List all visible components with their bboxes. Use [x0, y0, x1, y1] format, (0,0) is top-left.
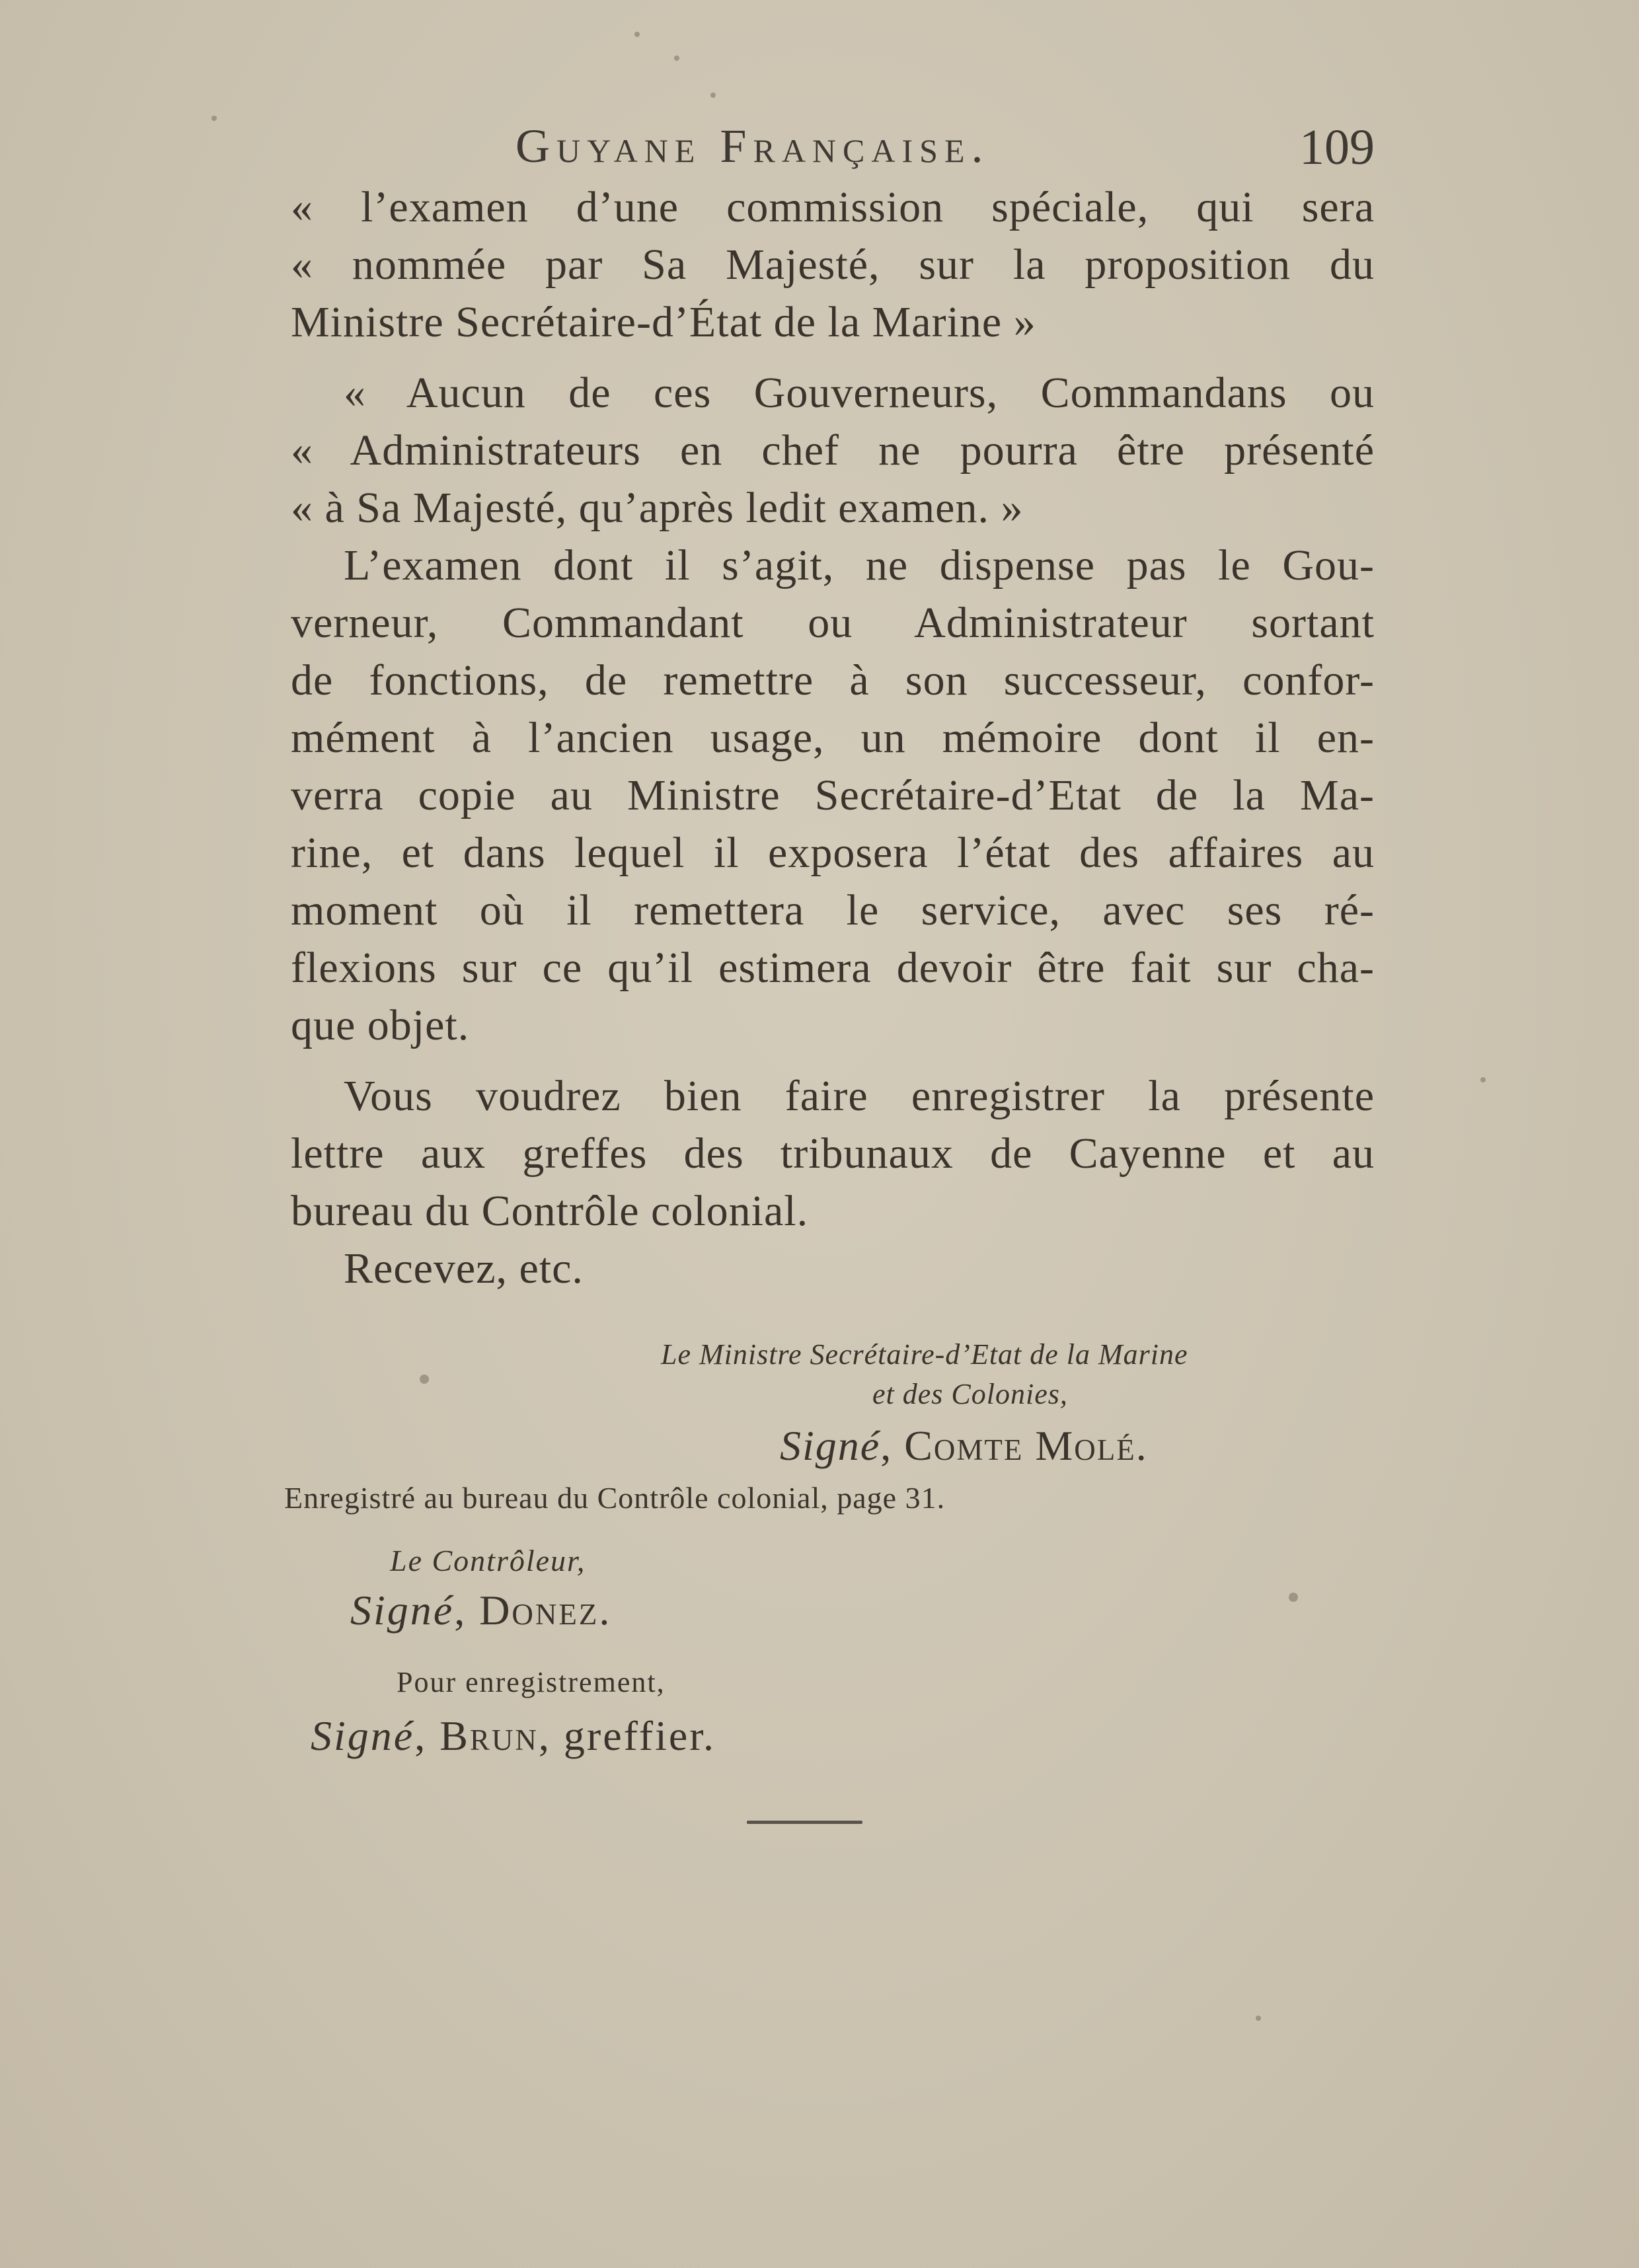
page-number: 109: [1299, 120, 1375, 175]
paper-speck: [1289, 1593, 1298, 1602]
paper-speck: [710, 93, 716, 98]
paper-speck: [1256, 2016, 1261, 2021]
signed-label: Signé: [780, 1422, 881, 1469]
text-line: « à Sa Majesté, qu’après ledit examen. »: [291, 484, 1024, 532]
text-line: verneur, Commandant ou Administrateur sortant: [291, 599, 1375, 647]
greffier-name: Brun: [439, 1712, 539, 1759]
controleur-signed-line: Signé, Donez.: [350, 1587, 612, 1634]
closing-rule: [747, 1821, 862, 1824]
text-line: Ministre Secrétaire-d’État de la Marine »: [291, 298, 1036, 346]
text-line: « Administrateurs en chef ne pourra être présenté: [291, 426, 1375, 474]
text-line: lettre aux greffes des tribunaux de Cayenne et au: [291, 1129, 1375, 1178]
text-line: bureau du Contrôle colonial.: [291, 1187, 809, 1235]
paper-speck: [420, 1375, 429, 1384]
paper-speck: [634, 32, 640, 37]
text-line: « nommée par Sa Majesté, sur la proposition du: [291, 241, 1375, 289]
greffier-role: greffier.: [563, 1712, 716, 1759]
text-line: moment où il remettera le service, avec ses ré-: [291, 886, 1375, 934]
registration-label: Pour enregistrement,: [397, 1666, 666, 1698]
text-line: flexions sur ce qu’il estimera devoir être fait sur cha-: [291, 944, 1375, 992]
signed-label: Signé: [311, 1712, 415, 1759]
minister-title-continued: et des Colonies,: [872, 1378, 1068, 1410]
text-line: Vous voudrez bien faire enregistrer la présente: [344, 1072, 1375, 1120]
paper-speck: [1480, 1077, 1486, 1082]
text-line: rine, et dans lequel il exposera l’état des affaires au: [291, 829, 1375, 877]
minister-signature: [291, 1335, 1375, 1478]
text-line: verra copie au Ministre Secrétaire-d’Etat de la Ma-: [291, 771, 1375, 819]
body-text: [291, 178, 1375, 1297]
signed-label: Signé: [350, 1587, 455, 1634]
minister-name: Comte Molé.: [904, 1422, 1148, 1469]
text-line: mément à l’ancien usage, un mémoire dont il en-: [291, 714, 1375, 762]
text-line: que objet.: [291, 1001, 470, 1049]
paper-speck: [674, 56, 679, 61]
minister-title: Le Ministre Secrétaire-d’Etat de la Marine: [661, 1338, 1188, 1371]
text-line: Recevez, etc.: [344, 1244, 584, 1293]
text-line: « Aucun de ces Gouverneurs, Commandans ou: [344, 369, 1375, 417]
running-title: Guyane Française.: [515, 120, 990, 172]
text-line: de fonctions, de remettre à son successeur, confor-: [291, 656, 1375, 704]
text-line: L’examen dont il s’agit, ne dispense pas le Gou-: [344, 541, 1375, 589]
paper-speck: [211, 116, 217, 121]
greffier-signed-line: Signé, Brun, greffier.: [311, 1712, 716, 1759]
minister-signed-line: Signé, Comte Molé.: [780, 1422, 1148, 1469]
controleur-name: Donez.: [479, 1587, 612, 1634]
registration-note: Enregistré au bureau du Contrôle colonial, page 31.: [284, 1481, 946, 1515]
page-header: [291, 119, 1375, 185]
text-line: « l’examen d’une commission spéciale, qui sera: [291, 183, 1375, 231]
controleur-title: Le Contrôleur,: [390, 1544, 586, 1577]
